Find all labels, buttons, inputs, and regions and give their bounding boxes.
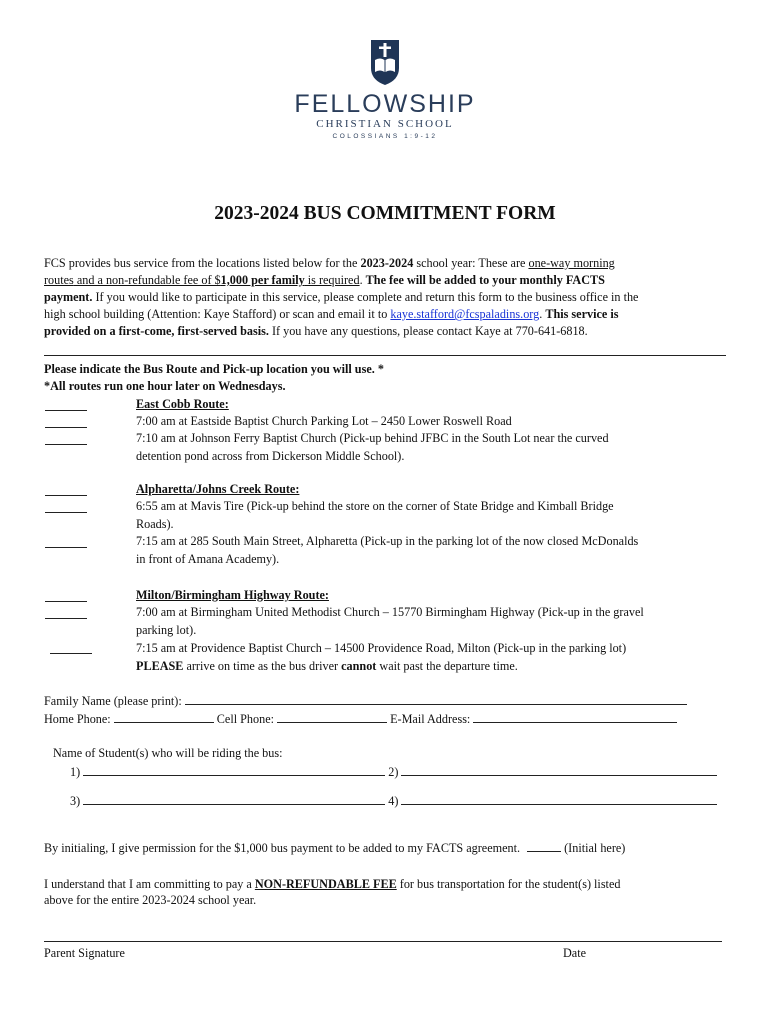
stop-eastside-baptist: 7:00 am at Eastside Baptist Church Parking Lot – 2450 Lower Roswell Road: [136, 414, 512, 428]
intro-line-5: provided on a first-come, first-served basis. If you have any questions, please contact Kaye at 770-641-6818.: [44, 324, 588, 338]
route-title-alpharetta: Alpharetta/Johns Creek Route:: [136, 482, 300, 496]
email-address-input[interactable]: [473, 711, 677, 723]
family-name-input[interactable]: [185, 693, 687, 705]
section-divider: [44, 355, 726, 356]
arrival-note: PLEASE arrive on time as the bus driver cannot wait past the departure time.: [136, 659, 518, 673]
stop-birmingham-umc: 7:00 am at Birmingham United Methodist Church – 15770 Birmingham Highway (Pick-up in the gravel: [136, 605, 644, 619]
route-checkbox-east-cobb[interactable]: [45, 410, 87, 411]
email-link[interactable]: kaye.stafford@fcspaladins.org: [390, 307, 540, 321]
wednesday-note: *All routes run one hour later on Wednesdays.: [44, 379, 286, 393]
student-row-2: 3) 4): [70, 793, 717, 809]
route-title-milton: Milton/Birmingham Highway Route:: [136, 588, 329, 602]
initial-row: By initialing, I give permission for the $1,000 bus payment to be added to my FACTS agreement. (Initial here): [44, 841, 626, 855]
initial-input[interactable]: [527, 840, 561, 852]
brand-name: FELLOWSHIP: [294, 90, 476, 118]
brand-verse: COLOSSIANS 1:9-12: [332, 133, 438, 140]
stop-checkbox-johnson-ferry[interactable]: [45, 444, 87, 445]
student-2-input[interactable]: [401, 764, 717, 776]
school-crest-logo: [369, 38, 401, 86]
parent-signature-label: Parent Signature: [44, 946, 125, 960]
brand-subtitle: CHRISTIAN SCHOOL: [316, 118, 454, 130]
stop-checkbox-birmingham-umc[interactable]: [45, 618, 87, 619]
stop-checkbox-providence-baptist[interactable]: [50, 653, 92, 654]
family-name-row: Family Name (please print):: [44, 693, 687, 709]
intro-line-2: routes and a non-refundable fee of $1,000 per family is required. The fee will be added to your monthly FACTS: [44, 273, 605, 287]
stop-johnson-ferry-cont: detention pond across from Dickerson Middle School).: [136, 449, 405, 463]
route-instruction: Please indicate the Bus Route and Pick-up location you will use. *: [44, 362, 384, 376]
route-title-east-cobb: East Cobb Route:: [136, 397, 229, 411]
understand-line-1: I understand that I am committing to pay a NON-REFUNDABLE FEE for bus transportation for the student(s) listed: [44, 877, 621, 891]
intro-line-1: FCS provides bus service from the locations listed below for the 2023-2024 school year: These are one-way morning: [44, 256, 615, 270]
stop-checkbox-mavis-tire[interactable]: [45, 512, 87, 513]
student-4-input[interactable]: [401, 793, 717, 805]
student-row-1: 1) 2): [70, 764, 717, 780]
date-label: Date: [563, 946, 587, 960]
stop-johnson-ferry: 7:10 am at Johnson Ferry Baptist Church (Pick-up behind JFBC in the South Lot near the curved: [136, 431, 609, 445]
intro-line-3: payment. If you would like to participate in this service, please complete and return this form to the business office in the: [44, 290, 639, 304]
stop-checkbox-main-street[interactable]: [45, 547, 87, 548]
route-checkbox-alpharetta[interactable]: [45, 495, 87, 496]
intro-line-4: high school building (Attention: Kaye Stafford) or scan and email it to kaye.stafford@fcspaladins.org. This service is: [44, 307, 619, 321]
stop-main-street-cont: in front of Amana Academy).: [136, 552, 280, 566]
home-phone-input[interactable]: [114, 711, 214, 723]
stop-checkbox-eastside-baptist[interactable]: [45, 427, 87, 428]
stop-mavis-tire: 6:55 am at Mavis Tire (Pick-up behind the store on the corner of State Bridge and Kimball Bridge: [136, 499, 614, 513]
route-checkbox-milton[interactable]: [45, 601, 87, 602]
form-title: 2023-2024 BUS COMMITMENT FORM: [214, 203, 556, 224]
cell-phone-input[interactable]: [277, 711, 387, 723]
signature-line[interactable]: [44, 941, 722, 942]
understand-line-2: above for the entire 2023-2024 school year.: [44, 893, 257, 907]
stop-main-street: 7:15 am at 285 South Main Street, Alpharetta (Pick-up in the parking lot of the now closed McDonalds: [136, 534, 639, 548]
contact-row: Home Phone: Cell Phone: E-Mail Address:: [44, 711, 677, 727]
stop-providence-baptist: 7:15 am at Providence Baptist Church – 14500 Providence Road, Milton (Pick-up in the parking lot): [136, 641, 627, 655]
stop-mavis-tire-cont: Roads).: [136, 517, 174, 531]
students-label: Name of Student(s) who will be riding the bus:: [53, 746, 283, 760]
student-1-input[interactable]: [83, 764, 385, 776]
student-3-input[interactable]: [83, 793, 385, 805]
stop-birmingham-umc-cont: parking lot).: [136, 623, 197, 637]
